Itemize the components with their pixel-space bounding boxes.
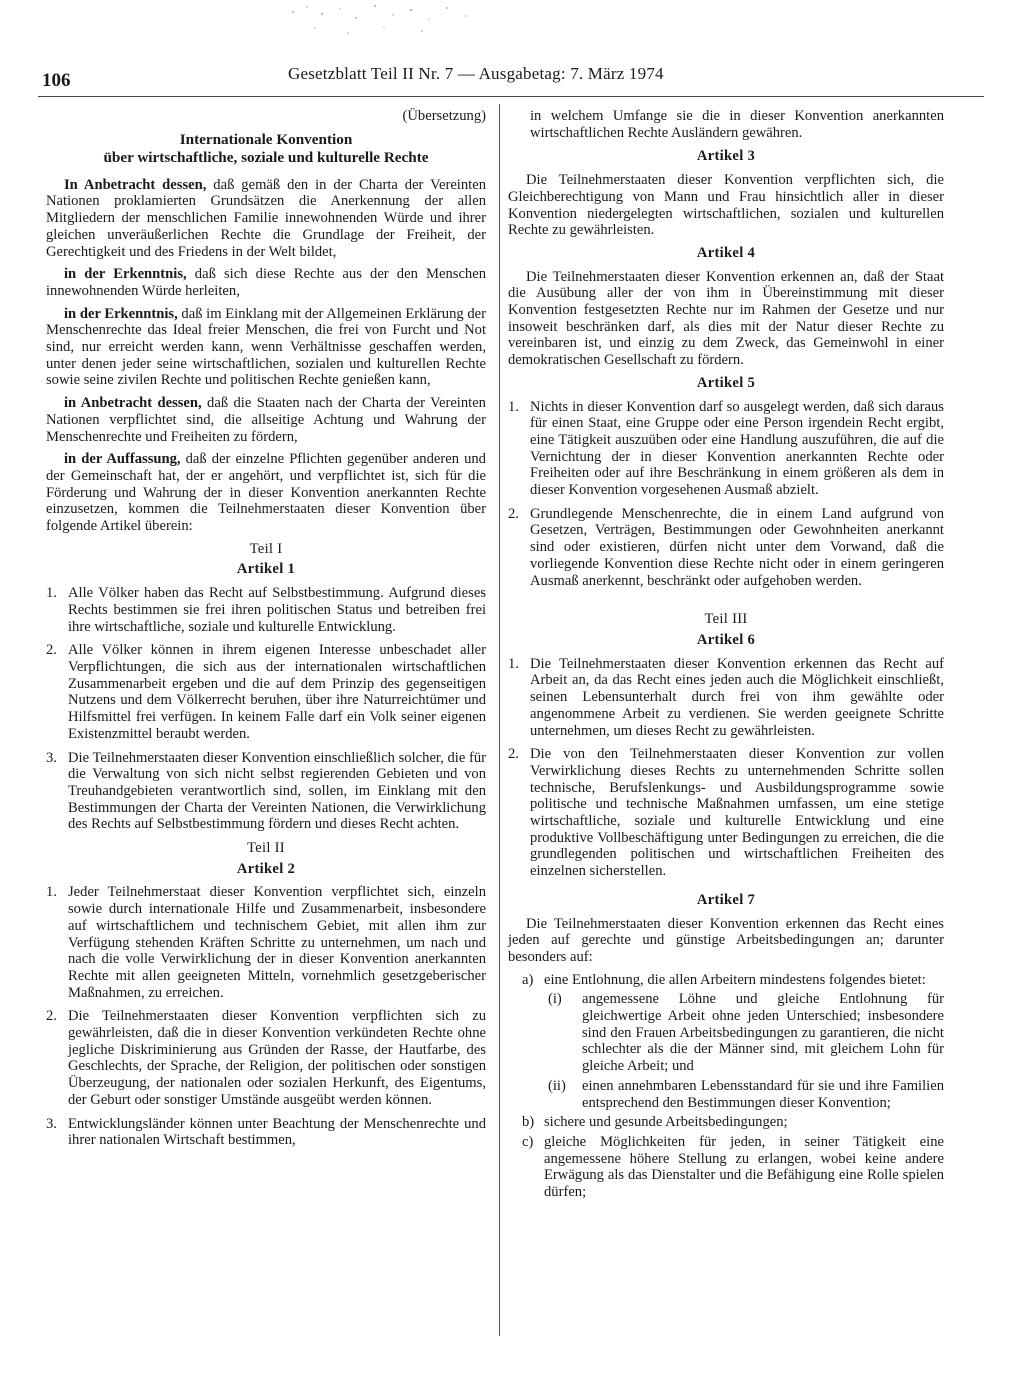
article-4-text: Die Teilnehmerstaaten dieser Konvention erkennen an, daß der Staat die Ausübung aller der von ihm in Übereinstimmung mit dieser Konvention festgesetzten Rechte nur im Rahmen der Gesetze und nur insoweit beschränken darf, als dies mit der Natur dieser Rechte zu vereinbaren ist, und einzig zu dem Zweck, das Gemeinwohl in einer demokratischen Gesellschaft zu fördern. (508, 268, 944, 369)
preamble-lead: in der Erkenntnis, (64, 266, 187, 283)
preamble-lead: in Anbetracht dessen, (64, 395, 202, 412)
item-text: Entwicklungsländer können unter Beachtung der Menschenrechte und ihrer nationalen Wirtschaft bestimmen, (68, 1115, 486, 1149)
page-number: 106 (42, 70, 71, 91)
preamble-lead: in der Erkenntnis, (64, 305, 178, 322)
item-number: 2. (508, 746, 519, 763)
item-text: Die Teilnehmerstaaten dieser Konvention erkennen das Recht auf Arbeit an, da das Recht eines jeden auch die Möglichkeit einschließt, seinen Lebensunterhalt durch frei von ihm gewählte oder angenommene Arbeit zu verdienen. Sie werden geeignete Schritte unternehmen, um dieses Recht zu gewährleisten. (530, 655, 944, 739)
article-7-item-a (522, 972, 944, 989)
preamble-paragraph (46, 306, 486, 390)
item-number: 1. (508, 398, 519, 415)
article-1-item (46, 585, 486, 635)
article-1-item (46, 642, 486, 742)
preamble-text: daß sich diese Rechte aus der den Menschen innewohnenden Würde herleiten, (46, 266, 486, 299)
item-roman: (i) (548, 991, 562, 1008)
item-number: 1. (46, 884, 57, 901)
part-heading-3: Teil III (704, 611, 748, 628)
item-text: einen annehmbaren Lebensstandard für sie und ihre Familien entsprechend den Bestimmungen dieser Konvention; (582, 1077, 944, 1111)
article-6-item (508, 746, 944, 880)
preamble-lead: In Anbetracht dessen, (64, 176, 207, 193)
item-number: 2. (46, 1008, 57, 1025)
article-2-item (46, 884, 486, 1001)
part-heading-2: Teil II (247, 840, 285, 857)
item-number: 3. (46, 1115, 57, 1132)
preamble-paragraph (46, 177, 486, 261)
article-7-item-a-ii (548, 1078, 944, 1111)
article-heading-3: Artikel 3 (696, 148, 756, 165)
article-6-item (508, 656, 944, 740)
item-text: Die Teilnehmerstaaten dieser Konvention verpflichten sich zu gewährleisten, daß die in dieser Konvention verkündeten Rechte ohne jegliche Diskriminierung aus Gründen der Rasse, der Hautfarbe, des Geschlechts, der Sprache, der Religion, der politischen oder sonstigen Überzeugung, der nationalen oder sozialen Herkunft, des Eigentums, der Geburt oder sonstiger Umstände ausgeübt werden können. (68, 1008, 486, 1108)
preamble-text: daß der einzelne Pflichten gegenüber anderen und der Gemeinschaft hat, der er angehört, und verpflichtet ist, sich für die Förderung und Wahrung der in dieser Konvention anerkannten Rechte einzusetzen, kommen die Teilnehmerstaaten dieser Konvention über folgende Artikel überein: (46, 451, 486, 535)
article-1-item (46, 750, 486, 834)
item-number: 3. (46, 749, 57, 766)
header-rule (38, 96, 984, 97)
article-7-item-c (522, 1134, 944, 1201)
column-divider (499, 104, 500, 1336)
left-column (46, 108, 486, 1156)
article-heading-4: Artikel 4 (696, 244, 756, 261)
item-letter: c) (522, 1133, 534, 1150)
item-text: eine Entlohnung, die allen Arbeitern mindestens folgendes bietet: (544, 971, 926, 988)
right-column (508, 108, 944, 1204)
item-text: sichere und gesunde Arbeitsbedingungen; (544, 1114, 788, 1131)
item-roman: (ii) (548, 1077, 566, 1094)
item-text: Alle Völker können in ihrem eigenen Interesse unbeschadet aller Verpflichtungen, die sich aus der internationalen wirtschaftlichen Zusammenarbeit ergeben und die auf dem Prinzip des gegenseitigen Nutzens und dem Völkerrecht beruhen, über ihre Naturreichtümer und Hilfsmittel frei verfügen. In keinem Falle darf ein Volk seiner eigenen Existenzmittel beraubt werden. (68, 642, 486, 742)
preamble-paragraph (46, 395, 486, 445)
article-7-intro: Die Teilnehmerstaaten dieser Konvention erkennen das Recht eines jeden auf gerechte und günstige Arbeitsbedingungen an; darunter besonders auf: (508, 915, 944, 965)
article-7-item-a-i (548, 991, 944, 1075)
preamble-text: daß im Einklang mit der Allgemeinen Erklärung der Menschenrechte das Ideal freier Menschen, die frei von Furcht und Not sind, nur erreicht werden kann, wenn Verhältnisse geschaffen werden, unter denen jeder seine wirtschaftlichen, sozialen und kulturellen Rechte sowie seine zivilen Rechte und politischen Rechte genießen kann, (46, 305, 486, 389)
running-head: Gesetzblatt Teil II Nr. 7 — Ausgabetag: 7. März 1974 (288, 64, 664, 83)
article-7-item-b (522, 1114, 944, 1131)
item-text: Jeder Teilnehmerstaat dieser Konvention verpflichtet sich, einzeln sowie durch internationale Hilfe und Zusammenarbeit, insbesondere auf wirtschaftlichem und technischem Gebiet, mit allen ihm zur Verfügung stehenden Kräften Schritte zu unternehmen, um nach und nach die volle Verwirklichung der in dieser Konvention anerkannten Rechte mit allen geeigneten Mitteln, vornehmlich gesetzgeberischer Maßnahmen, zu erreichen. (68, 884, 486, 1001)
preamble-paragraph (46, 451, 486, 535)
article-heading-5: Artikel 5 (696, 374, 756, 391)
continuation-spacer (508, 108, 530, 141)
item-text: gleiche Möglichkeiten für jeden, in seiner Tätigkeit eine angemessene höhere Stellung zu erlangen, wobei keine andere Erwägung als das Dienstalter und die Befähigung eine Rolle spielen dürfen; (544, 1133, 944, 1201)
item-text: Alle Völker haben das Recht auf Selbstbestimmung. Aufgrund dieses Rechts bestimmen sie frei ihren politischen Status und betreiben frei ihre wirtschaftliche, soziale und kulturelle Entwicklung. (68, 585, 486, 635)
translation-note: (Übersetzung) (402, 108, 486, 124)
item-letter: a) (522, 971, 534, 988)
item-number: 2. (508, 505, 519, 522)
preamble-text: daß die Staaten nach der Charta der Vereinten Nationen verpflichtet sind, die allseitige Achtung und Wahrung der Menschenrechte und Freiheiten zu fördern, (46, 395, 486, 445)
item-text: Die von den Teilnehmerstaaten dieser Konvention zur vollen Verwirklichung dieses Rechts zu unternehmenden Schritte sollen technische, Berufslenkungs- und Ausbildungsprogramme sowie politische und technische Maßnahmen umfassen, um eine stetige wirtschaftliche, soziale und kulturelle Entwicklung und eine produktive Vollbeschäftigung unter Bedingungen zu erreichen, die die grundlegenden politischen und wirtschaftlichen Freiheiten des einzelnen sicherstellen. (530, 746, 944, 880)
document-title-line-2: über wirtschaftliche, soziale und kulturelle Rechte (103, 148, 429, 166)
article-5-item (508, 399, 944, 499)
article-5-item (508, 506, 944, 590)
part-heading-1: Teil I (249, 540, 283, 557)
article-2-item (46, 1008, 486, 1108)
item-text: Nichts in dieser Konvention darf so ausgelegt werden, daß sich daraus für einen Staat, eine Gruppe oder eine Person irgendein Recht ergibt, eine Tätigkeit auszuüben oder eine Handlung auszuführen, die auf die Vernichtung der in dieser Konvention anerkannten Rechte oder Freiheiten oder auf ihre Beschränkung in einem größeren als dem in dieser Konvention vorgesehenen Ausmaß abzielt. (530, 398, 944, 499)
article-2-item (46, 1116, 486, 1149)
preamble-paragraph (46, 266, 486, 299)
article-heading-2: Artikel 2 (236, 860, 296, 877)
item-text: in welchem Umfange sie die in dieser Konvention anerkannten wirtschaftlichen Rechte Ausländern gewähren. (530, 108, 944, 141)
preamble-text: daß gemäß den in der Charta der Vereinten Nationen proklamierten Grundsätzen die Anerkennung der allen Mitgliedern der menschlichen Familie innewohnenden Würde und ihrer gleichen unveräußerlichen Rechte die Grundlage der Freiheit, der Gerechtigkeit und des Friedens in der Welt bildet, (46, 176, 486, 260)
article-3-text: Die Teilnehmerstaaten dieser Konvention verpflichten sich, die Gleichberechtigung von Mann und Frau hinsichtlich aller in dieser Konvention niedergelegten wirtschaftlichen, sozialen und kulturellen Rechte zu gewährleisten. (508, 172, 944, 239)
preamble-lead: in der Auffassung, (64, 451, 181, 468)
document-title (46, 131, 486, 167)
document-title-line-1: Internationale Konvention (179, 130, 353, 148)
item-text: Die Teilnehmerstaaten dieser Konvention einschließlich solcher, die für die Verwaltung von sich nicht selbst regierenden Gebieten und von Treuhandgebieten verantwortlich sind, sollen, im Einklang mit den Bestimmungen der Charta der Vereinten Nationen, die Verwirklichung des Rechts auf Selbstbestimmung fördern und dieses Recht achten. (68, 749, 486, 833)
item-number: 1. (508, 655, 519, 672)
item-text: Grundlegende Menschenrechte, die in einem Land aufgrund von Gesetzen, Verträgen, Bestimmungen oder Gewohnheiten anerkannt sind oder existieren, dürfen nicht unter dem Vorwand, daß die vorliegende Konvention diese Rechte nicht oder in einem geringeren Ausmaß anerkennt, beschränkt oder aufgehoben werden. (530, 505, 944, 589)
article-2-continuation (508, 108, 944, 141)
scan-noise-marks (285, 0, 485, 48)
item-letter: b) (522, 1114, 535, 1131)
article-heading-7: Artikel 7 (696, 891, 756, 908)
article-heading-6: Artikel 6 (696, 631, 756, 648)
article-heading-1: Artikel 1 (236, 561, 296, 578)
item-number: 1. (46, 585, 57, 602)
item-number: 2. (46, 642, 57, 659)
item-text: angemessene Löhne und gleiche Entlohnung für gleichwertige Arbeit ohne jeden Unterschied; insbesondere sind den Frauen Arbeitsbedingungen zu garantieren, die nicht schlechter als die der Männer sind, mit gleichem Lohn für gleiche Arbeit; und (582, 991, 944, 1075)
